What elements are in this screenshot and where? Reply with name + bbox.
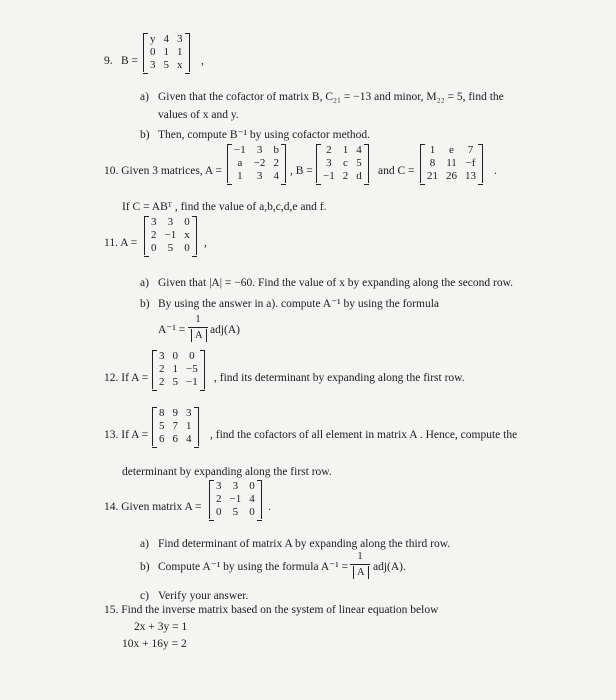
q15-eq1: 2x + 3y = 1 [134,621,188,633]
cell: y [150,33,156,45]
cell: c [343,157,348,169]
cell: 0 [151,242,157,254]
cell: 3 [177,33,183,45]
cell: 11 [446,157,457,169]
cell: 3 [256,144,263,156]
cell: 4 [249,493,255,505]
q13-text2: determinant by expanding along the first row. [122,466,332,478]
cell: 0 [249,480,255,492]
cell: 2 [159,363,165,375]
cell: 4 [356,144,362,156]
cell: 2 [216,493,222,505]
cell: 1 [186,420,192,432]
q14c-label: c) [140,590,149,602]
q9a-text: Given that the cofactor of matrix B, C₂₁ = −13 and minor, M₂₂ = 5, find the [158,91,504,103]
q11b-label: b) [140,298,150,310]
q13-text: , find the cofactors of all element in matrix A . Hence, compute the [210,429,518,441]
cell: −1 [164,229,177,241]
cell: 2 [273,157,279,169]
q10-intro: 10. Given 3 matrices, A = [104,165,222,177]
q11-formula-den: A [191,329,207,342]
cell: 1 [163,46,169,58]
q11-formula-num: 1 [195,314,201,325]
q10-matrix-b [316,144,369,183]
cell: 1 [177,46,183,58]
cell: 13 [465,170,476,182]
cell: −1 [323,170,335,182]
cell: 3 [159,350,165,362]
cell: −1 [234,144,246,156]
q14c-text: Verify your answer. [158,590,249,602]
cell: 2 [326,144,332,156]
cell: x [177,59,183,71]
fraction-bar [350,564,370,565]
q10-task: If C = ABᵀ , find the value of a,b,c,d,e and f. [122,201,327,213]
q10-matrix-c [420,144,483,183]
cell: −1 [186,376,198,388]
cell: 2 [342,170,349,182]
q14-dot: . [268,501,271,513]
cell: −5 [186,363,198,375]
q11a-label: a) [140,277,149,289]
cell: 5 [159,420,165,432]
cell: 3 [167,216,174,228]
q14-intro: 14. Given matrix A = [104,501,202,513]
q11b-text: By using the answer in a). compute A⁻¹ by using the formula [158,298,439,310]
cell: 9 [172,407,178,419]
cell: 3 [232,480,239,492]
q14b-num: 1 [357,551,363,562]
q14b-label: b) [140,561,150,573]
cell: 0 [150,46,156,58]
q14a-text: Find determinant of matrix A by expanding along the third row. [158,538,451,550]
cell: 3 [256,170,263,182]
cell: 7 [467,144,474,156]
q10-end: . [494,165,497,177]
q10-sep1: , B = [290,165,313,177]
q9-comma: , [201,55,204,67]
cell: 5 [167,242,174,254]
cell: 1 [172,363,178,375]
q9-lhs: B = [121,55,139,67]
cell: x [184,229,190,241]
q9-number: 9. [104,55,113,67]
q11-formula-rhs: adj(A) [210,324,241,336]
cell: 2 [159,376,165,388]
q13-intro: 13. If A = [104,429,149,441]
q14b-text: Compute A⁻¹ by using the formula A⁻¹ = [158,561,349,573]
fraction-bar [188,327,208,328]
cell: 26 [446,170,457,182]
q9a-label: a) [140,91,149,103]
cell: b [273,144,279,156]
q9a-text2: values of x and y. [158,109,239,121]
cell: −2 [253,157,266,169]
cell: 0 [249,506,255,518]
q11-formula-lhs: A⁻¹ = [158,324,186,336]
q9b-text: Then, compute B⁻¹ by using cofactor method. [158,129,370,141]
cell: 3 [151,216,157,228]
cell: 5 [163,59,169,71]
q11-matrix [144,216,197,255]
q14a-label: a) [140,538,149,550]
q10-sep2: and C = [378,165,415,177]
q11-intro: 11. A = [104,237,138,249]
cell: 21 [427,170,438,182]
cell: 0 [184,216,190,228]
cell: 5 [172,376,178,388]
q12-text: , find its determinant by expanding along the first row. [214,372,465,384]
q11-comma: , [204,237,207,249]
cell: 6 [159,433,165,445]
q14b-rhs: adj(A). [373,561,406,573]
cell: 1 [342,144,349,156]
cell: −1 [229,493,242,505]
cell: 1 [429,144,436,156]
q15-eq2: 10x + 16y = 2 [122,638,187,650]
cell: d [356,170,362,182]
q14-matrix [209,480,262,519]
cell: 3 [150,59,156,71]
cell: 1 [237,170,243,182]
q15-text: 15. Find the inverse matrix based on the system of linear equation below [104,604,439,616]
cell: 4 [186,433,192,445]
cell: 0 [216,506,222,518]
cell: 2 [151,229,157,241]
cell: 0 [184,242,190,254]
cell: 5 [356,157,362,169]
cell: 0 [189,350,195,362]
q10-matrix-a [227,144,286,183]
cell: 3 [186,407,192,419]
cell: 4 [163,33,169,45]
cell: 4 [273,170,279,182]
cell: e [449,144,454,156]
q12-matrix [152,350,205,389]
q12-intro: 12. If A = [104,372,149,384]
cell: a [237,157,243,169]
q9-matrix [143,33,190,72]
q11a-text: Given that |A| = −60. Find the value of x by expanding along the second row. [158,277,514,289]
cell: 3 [216,480,222,492]
q9b-label: b) [140,129,150,141]
cell: 0 [172,350,178,362]
q13-matrix [152,407,199,446]
q14b-den: A [353,566,369,579]
cell: 6 [172,433,178,445]
cell: 5 [232,506,239,518]
cell: −f [465,157,476,169]
cell: 8 [429,157,436,169]
cell: 8 [159,407,165,419]
cell: 7 [172,420,178,432]
cell: 3 [326,157,332,169]
